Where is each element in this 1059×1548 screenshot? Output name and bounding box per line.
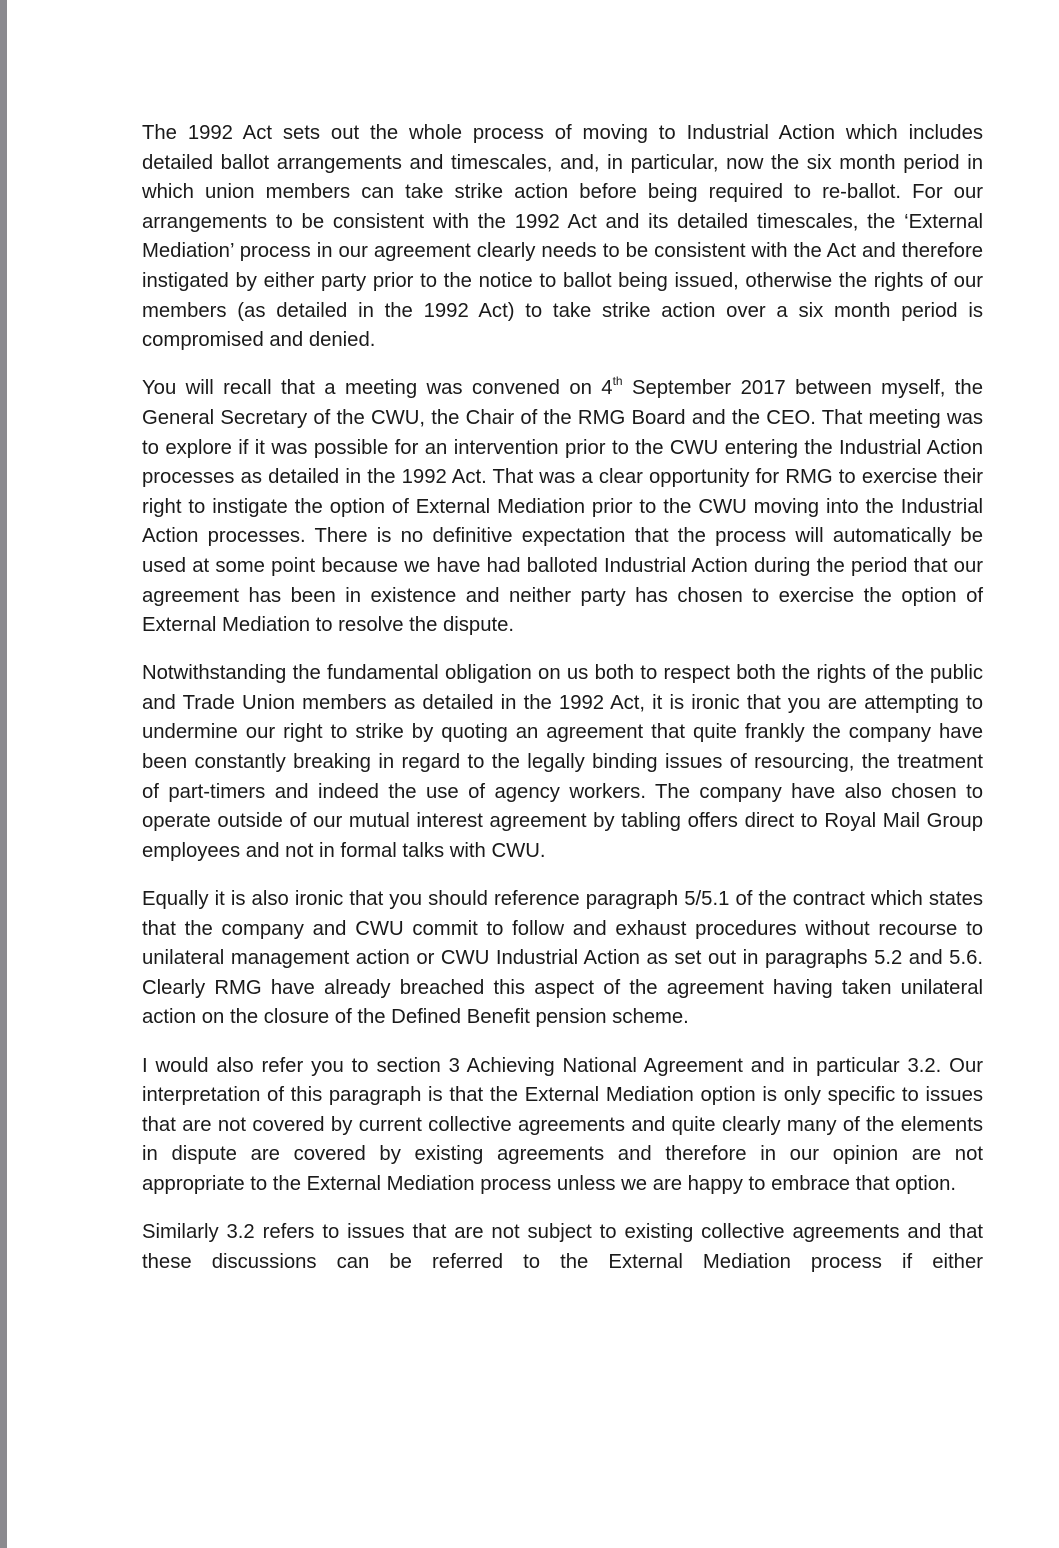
paragraph-meeting-recall-rest: September 2017 between myself, the General Secretary of the CWU, the Chair of the RMG Board and the CEO. That meeting was to explore if it was possible for an intervention prior to the CWU entering the Industrial Action processes as detailed in the 1992 Act. That was a clear opportunity for RMG to exercise their right to instigate the option of External Mediation prior to the CWU moving into the Industrial Action processes. There is no definitive expectation that the process will automatically be used at some point because we have had balloted Industrial Action during the period that our agreement has been in existence and neither party has chosen to exercise the option of External Mediation to resolve the dispute. xyxy=(142,377,983,637)
paragraph-meeting-recall xyxy=(142,374,983,640)
paragraph-meeting-recall-start: You will recall that a meeting was convened on 4 xyxy=(142,377,613,400)
paragraph-equally-ironic: Equally it is also ironic that you should reference paragraph 5/5.1 of the contract which states that the company and CWU commit to follow and exhaust procedures without recourse to unilateral management action or CWU Industrial Action as set out in paragraphs 5.2 and 5.6. Clearly RMG have already breached this aspect of the agreement having taken unilateral action on the closure of the Defined Benefit pension scheme. xyxy=(142,888,983,1029)
document-body xyxy=(142,119,983,1277)
ordinal-superscript: th xyxy=(612,374,623,389)
paragraph-notwithstanding: Notwithstanding the fundamental obligation on us both to respect both the rights of the public and Trade Union members as detailed in the 1992 Act, it is ironic that you are attempting to undermine our right to strike by quoting an agreement that quite frankly the company have been constantly breaking in regard to the legally binding issues of resourcing, the treatment of part-timers and indeed the use of agency workers. The company have also chosen to operate outside of our mutual interest agreement by tabling offers direct to Royal Mail Group employees and not in formal talks with CWU. xyxy=(142,662,983,862)
paragraph-1992-act-process: The 1992 Act sets out the whole process of moving to Industrial Action which includes detailed ballot arrangements and timescales, and, in particular, now the six month period in which union members can take strike action before being required to re-ballot. For our arrangements to be consistent with the 1992 Act and its detailed timescales, the ‘External Mediation’ process in our agreement clearly needs to be consistent with the Act and therefore instigated by either party prior to the notice to ballot being issued, otherwise the rights of our members (as detailed in the 1992 Act) to take strike action over a six month period is compromised and denied. xyxy=(142,122,983,352)
paragraph-similarly-3-2: Similarly 3.2 refers to issues that are not subject to existing collective agreements and that these discussions can be referred to the External Mediation process if either xyxy=(142,1221,983,1273)
paragraph-section-3: I would also refer you to section 3 Achieving National Agreement and in particular 3.2. Our interpretation of this paragraph is that the External Mediation option is only specific to issues that are not covered by current collective agreements and quite clearly many of the elements in dispute are covered by existing agreements and therefore in our opinion are not appropriate to the External Mediation process unless we are happy to embrace that option. xyxy=(142,1054,983,1195)
viewer-left-edge xyxy=(0,0,7,1548)
